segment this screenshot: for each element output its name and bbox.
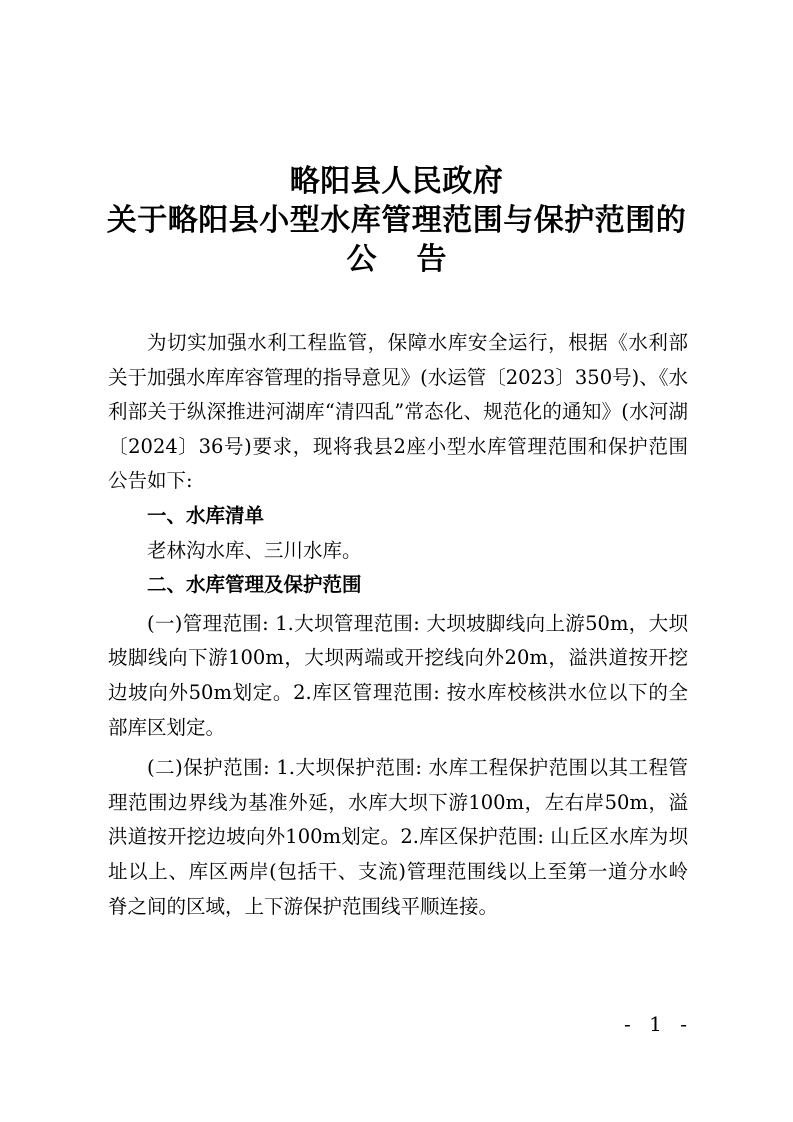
document-body — [108, 326, 688, 924]
management-scope-paragraph: (一)管理范围: 1.大坝管理范围: 大坝坡脚线向上游50m，大坝坡脚线向下游100m，大坝两端或开挖线向外20m，溢洪道按开挖边坡向外50m划定。2.库区管理范围: 按水库校核洪水位以下的全部库区划定。 — [108, 611, 688, 739]
protection-scope-paragraph: (二)保护范围: 1.大坝保护范围: 水库工程保护范围以其工程管理范围边界线为基准外延，水库大坝下游100m，左右岸50m，溢洪道按开挖边坡向外100m划定。2.库区保护范围: 山丘区水库为坝址以上、库区两岸(包括干、支流)管理范围线以上至第一道分水岭脊之间的区域，上下游保护范围线平顺连接。 — [108, 756, 688, 918]
title-word-gao: 告 — [416, 242, 447, 277]
reservoir-list-text: 老林沟水库、三川水库。 — [147, 538, 362, 562]
intro-paragraph: 为切实加强水利工程监管，保障水库安全运行，根据《水利部关于加强水库库容管理的指导意见》(水运管〔2023〕350号)、《水利部关于纵深推进河湖库“清四乱”常态化、规范化的通知》(水河湖〔2024〕36号)要求，现将我县2座小型水库管理范围和保护范围公告如下: — [108, 331, 688, 493]
title-word-gong: 公 — [346, 242, 377, 277]
section-1-heading: 一、水库清单 — [147, 503, 265, 527]
section-2-heading: 二、水库管理及保护范围 — [147, 573, 362, 597]
title-line-1: 略阳县人民政府 — [289, 164, 504, 199]
title-line-3 — [0, 242, 793, 278]
title-line-2: 关于略阳县小型水库管理范围与保护范围的 — [106, 203, 687, 238]
page-number: - 1 - — [624, 1012, 693, 1036]
